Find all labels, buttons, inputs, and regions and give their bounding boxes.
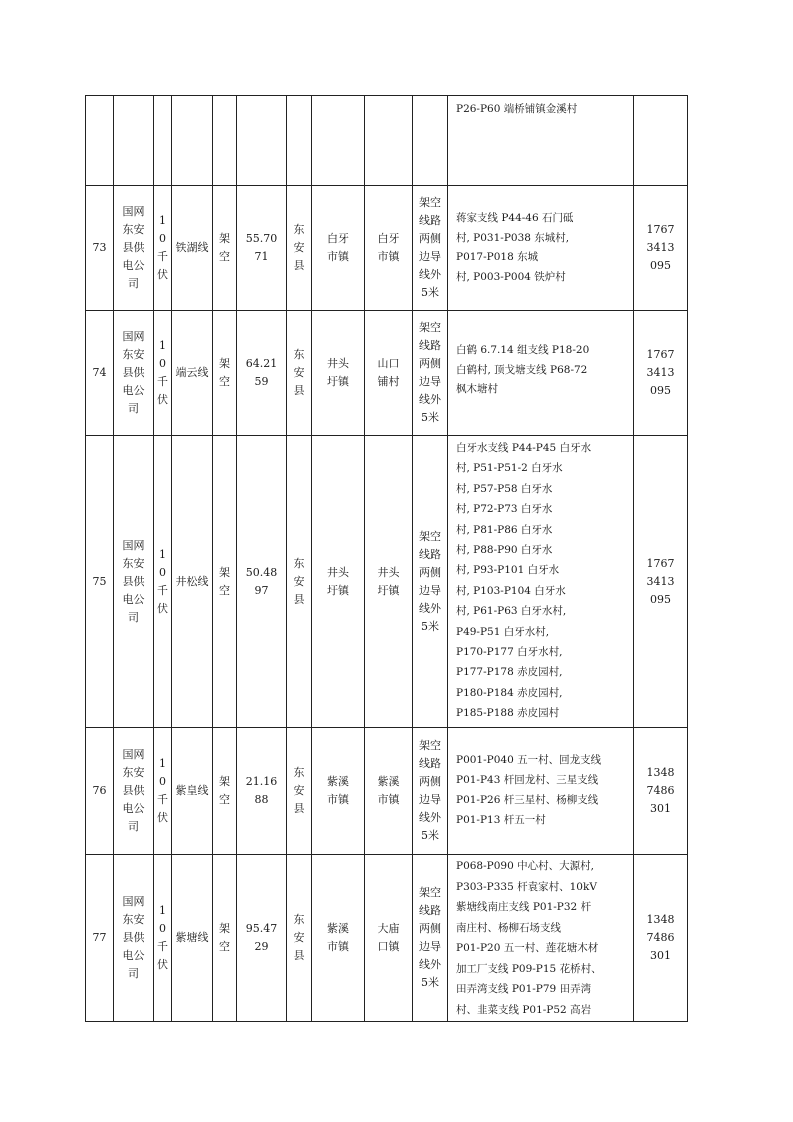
cell-town: 井头圩镇 [312,311,365,436]
cell-village [365,96,413,186]
cell-company [114,96,154,186]
cell-county: 东安县 [287,311,312,436]
cell-type: 架空 [213,855,237,1022]
cell-phone [634,96,688,186]
detail-line: P177-P178 赤皮园村, [456,666,563,679]
cell-length: 50.4897 [237,436,287,728]
cell-town [312,96,365,186]
cell-protection: 架空线路两侧边导线外5米 [413,728,448,855]
detail-line: 村, P57-P58 白牙水 [456,482,553,495]
cell-length: 95.4729 [237,855,287,1022]
detail-line: 白牙水支线 P44-P45 白牙水 [456,442,592,454]
cell-line-name [172,96,213,186]
detail-line: 蒋家支线 P44-46 石门砥 [456,212,574,224]
table-row-continuation [86,96,688,186]
cell-village: 井头圩镇 [365,436,413,728]
cell-detail [448,855,634,1022]
cell-index: 77 [86,855,114,1022]
detail-line: P170-P177 白牙水村, [456,646,563,659]
cell-length: 21.1688 [237,728,287,855]
cell-detail [448,311,634,436]
cell-voltage [154,96,172,186]
cell-protection: 架空线路两侧边导线外5米 [413,436,448,728]
cell-detail [448,728,634,855]
cell-county: 东安县 [287,436,312,728]
cell-company: 国网东安县供电公司 [114,186,154,311]
cell-county [287,96,312,186]
cell-village: 大庙口镇 [365,855,413,1022]
cell-phone: 13487486301 [634,728,688,855]
detail-line: P01-P13 杆五一村 [456,814,546,826]
cell-length: 64.2159 [237,311,287,436]
cell-town: 白牙市镇 [312,186,365,311]
detail-line: 村, P81-P86 白牙水 [456,523,553,536]
cell-voltage: 10千伏 [154,436,172,728]
detail-line: 村, P103-P104 白牙水 [456,584,566,597]
detail-line: 白鹤 6.7.14 组支线 P18-20 [456,344,590,356]
cell-county: 东安县 [287,855,312,1022]
cell-protection: 架空线路两侧边导线外5米 [413,186,448,311]
cell-village: 白牙市镇 [365,186,413,311]
detail-line: 村, P93-P101 白牙水 [456,564,560,577]
detail-line: 村, P88-P90 白牙水 [456,544,553,557]
detail-line: 白鹤村, 顶戈塘支线 P68-72 [456,363,588,376]
detail-line: 枫木塘村 [456,383,498,395]
cell-company: 国网东安县供电公司 [114,311,154,436]
detail-line: P26-P60 端桥铺镇金溪村 [456,103,578,115]
cell-type: 架空 [213,186,237,311]
table-row [86,728,688,855]
detail-line: 村, P61-P63 白牙水村, [456,605,567,618]
cell-phone: 17673413095 [634,186,688,311]
detail-line: 村, P72-P73 白牙水 [456,503,553,516]
cell-length [237,96,287,186]
detail-line: P01-P43 杆回龙村、三星支线 [456,774,599,786]
cell-type: 架空 [213,436,237,728]
cell-length: 55.7071 [237,186,287,311]
detail-line: 南庄村、杨柳石场支线 [456,921,561,934]
cell-voltage: 10千伏 [154,728,172,855]
cell-index: 75 [86,436,114,728]
detail-line: P01-P26 杆三星村、杨柳支线 [456,794,599,806]
cell-company: 国网东安县供电公司 [114,436,154,728]
table-row [86,186,688,311]
detail-line: P185-P188 赤皮园村 [456,707,560,720]
detail-line: 田弄湾支线 P01-P79 田弄湾 [456,983,592,995]
detail-line: 村、韭菜支线 P01-P52 高岩 [456,1003,592,1016]
detail-line: 加工厂支线 P09-P15 花桥村、 [456,962,602,975]
cell-line-name: 紫塘线 [172,855,213,1022]
detail-line: P001-P040 五一村、回龙支线 [456,754,602,766]
cell-county: 东安县 [287,728,312,855]
table-row [86,311,688,436]
cell-line-name: 端云线 [172,311,213,436]
cell-village: 山口铺村 [365,311,413,436]
cell-voltage: 10千伏 [154,311,172,436]
detail-line: 紫塘线南庄支线 P01-P32 杆 [456,901,592,913]
detail-line: P180-P184 赤皮园村, [456,686,563,699]
cell-town: 井头圩镇 [312,436,365,728]
cell-index: 74 [86,311,114,436]
cell-index [86,96,114,186]
cell-town: 紫溪市镇 [312,728,365,855]
cell-company: 国网东安县供电公司 [114,855,154,1022]
cell-company: 国网东安县供电公司 [114,728,154,855]
cell-detail [448,186,634,311]
cell-county: 东安县 [287,186,312,311]
cell-type [213,96,237,186]
cell-index: 76 [86,728,114,855]
detail-line: 村, P031-P038 东城村, [456,231,570,244]
cell-index: 73 [86,186,114,311]
cell-type: 架空 [213,311,237,436]
cell-protection: 架空线路两侧边导线外5米 [413,855,448,1022]
cell-line-name: 紫皇线 [172,728,213,855]
detail-line: P068-P090 中心村、大源村, [456,860,594,872]
detail-line: 村, P51-P51-2 白牙水 [456,462,563,475]
cell-phone: 17673413095 [634,311,688,436]
detail-line: P303-P335 杆袁家村、10kV [456,880,597,893]
cell-phone: 17673413095 [634,436,688,728]
cell-line-name: 铁湖线 [172,186,213,311]
power-line-table [85,95,688,1022]
cell-line-name: 井松线 [172,436,213,728]
table-row [86,855,688,1022]
cell-village: 紫溪市镇 [365,728,413,855]
detail-line: P017-P018 东城 [456,251,539,263]
detail-line: 村, P003-P004 铁炉村 [456,270,566,283]
cell-protection: 架空线路两侧边导线外5米 [413,311,448,436]
cell-voltage: 10千伏 [154,186,172,311]
cell-detail [448,436,634,728]
table-row [86,436,688,728]
cell-type: 架空 [213,728,237,855]
detail-line: P49-P51 白牙水村, [456,625,550,638]
cell-voltage: 10千伏 [154,855,172,1022]
cell-protection [413,96,448,186]
cell-detail [448,96,634,186]
detail-line: P01-P20 五一村、莲花塘木材 [456,942,599,954]
cell-phone: 13487486301 [634,855,688,1022]
cell-town: 紫溪市镇 [312,855,365,1022]
